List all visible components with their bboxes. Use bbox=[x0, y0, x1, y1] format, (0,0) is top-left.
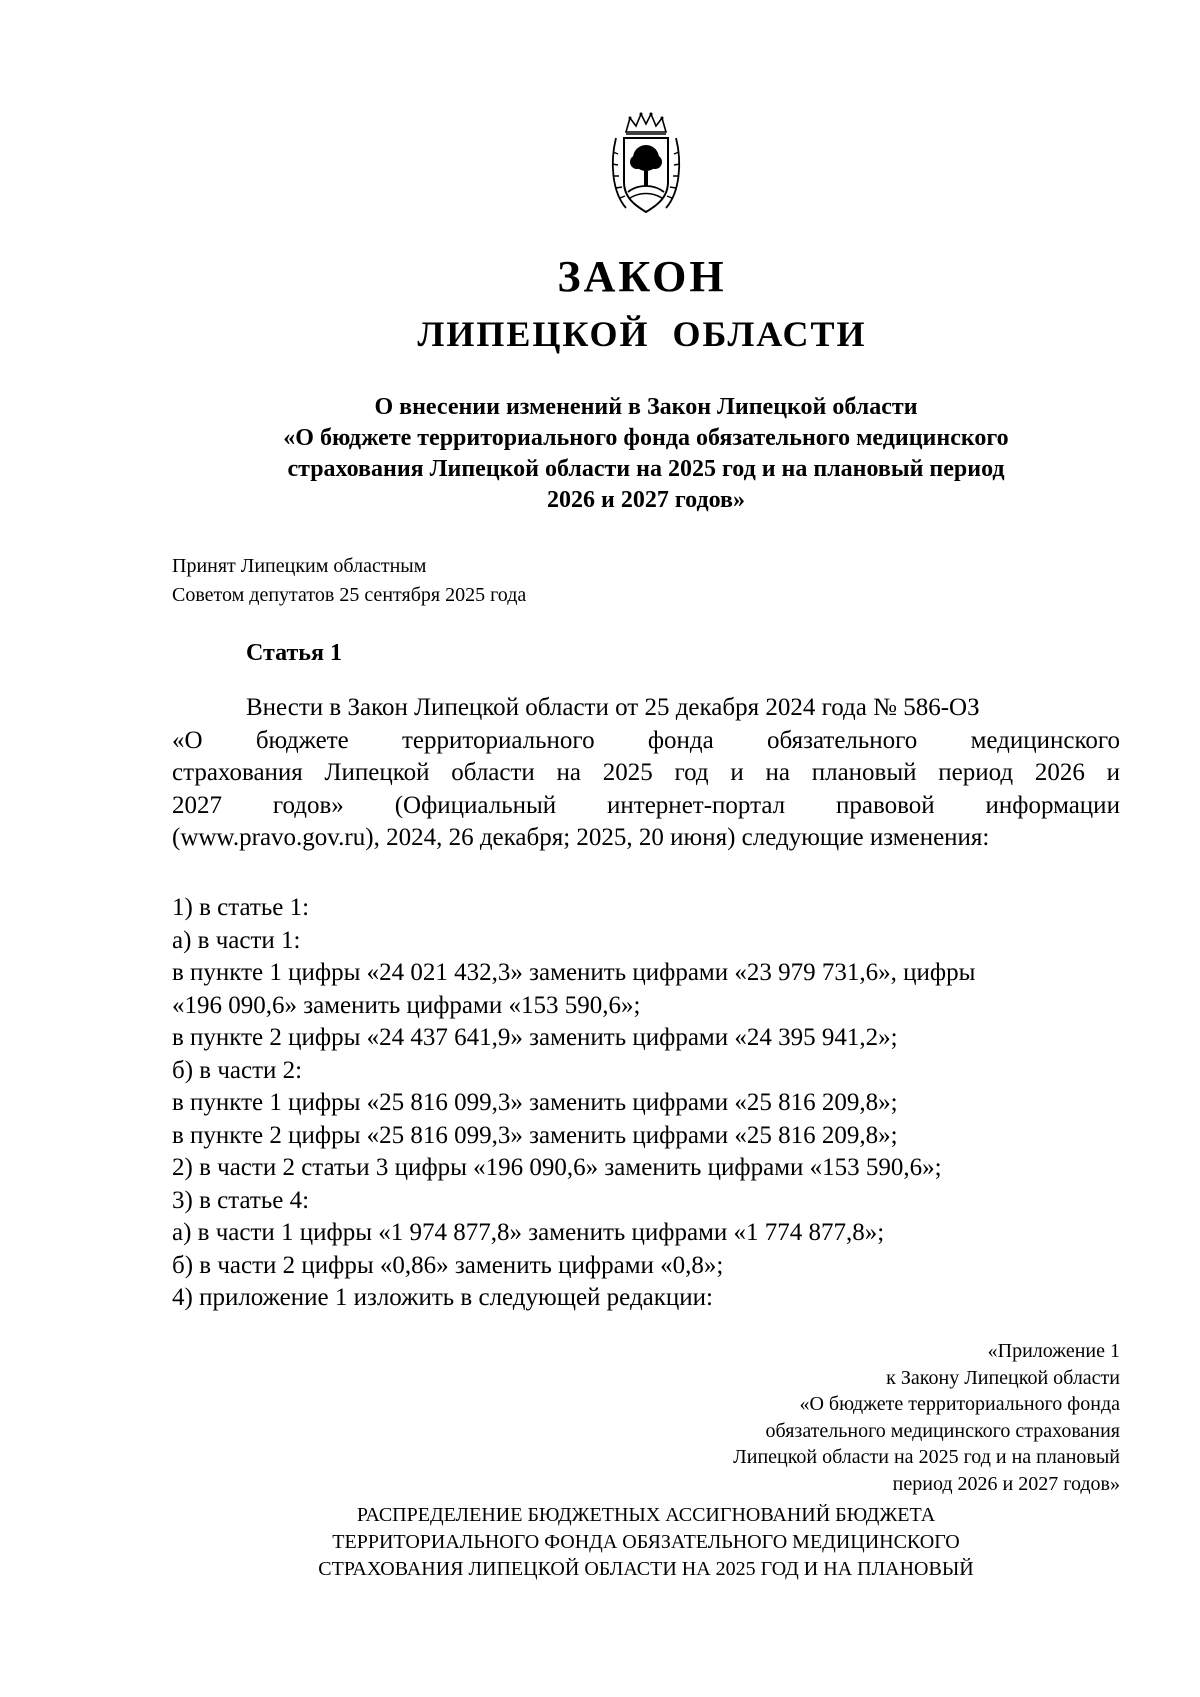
distribution-line: РАСПРЕДЕЛЕНИЕ БЮДЖЕТНЫХ АССИГНОВАНИЙ БЮДЖЕТА bbox=[356, 1504, 936, 1526]
appendix-line: к Закону Липецкой области bbox=[886, 1366, 1120, 1389]
appendix-line: обязательного медицинского страхования bbox=[765, 1419, 1120, 1442]
law-name-line: «О бюджете территориального фонда обязательного медицинского bbox=[283, 425, 1009, 451]
law-name-line: страхования Липецкой области на 2025 год и на плановый период bbox=[287, 456, 1005, 482]
amendment-item: а) в части 1: bbox=[172, 926, 301, 954]
paragraph-line: страхования Липецкой области на 2025 год и на плановый период 2026 и bbox=[172, 759, 1120, 786]
paragraph-line: Внести в Закон Липецкой области от 25 декабря 2024 года № 586-ОЗ bbox=[246, 694, 980, 721]
amendment-item: 1) в статье 1: bbox=[172, 894, 310, 921]
distribution-line: ТЕРРИТОРИАЛЬНОГО ФОНДА ОБЯЗАТЕЛЬНОГО МЕДИЦИНСКОГО bbox=[332, 1531, 960, 1553]
appendix-line: Липецкой области на 2025 год и на плановый bbox=[733, 1446, 1120, 1468]
amendment-item: б) в части 2 цифры «0,86» заменить цифрами «0,8»; bbox=[172, 1251, 724, 1279]
document-subtitle: ЛИПЕЦКОЙ ОБЛАСТИ bbox=[417, 314, 867, 354]
law-name bbox=[172, 392, 1120, 516]
distribution-title bbox=[172, 1502, 1120, 1583]
article-intro-paragraph bbox=[172, 692, 1120, 855]
amendment-item: 2) в части 2 статьи 3 цифры «196 090,6» заменить цифрами «153 590,6»; bbox=[172, 1154, 942, 1181]
paragraph-line: 2027 годов» (Официальный интернет-портал правовой информации bbox=[172, 791, 1120, 819]
adoption-line: Советом депутатов 25 сентября 2025 года bbox=[172, 584, 527, 606]
amendment-item: в пункте 2 цифры «25 816 099,3» заменить цифрами «25 816 209,8»; bbox=[172, 1121, 898, 1149]
amendment-item: в пункте 1 цифры «25 816 099,3» заменить цифрами «25 816 209,8»; bbox=[172, 1089, 898, 1116]
adoption-note bbox=[172, 552, 526, 610]
amendment-item: 3) в статье 4: bbox=[172, 1186, 310, 1214]
law-name-line: О внесении изменений в Закон Липецкой области bbox=[374, 394, 918, 420]
adoption-line: Принят Липецким областным bbox=[172, 555, 427, 577]
amendment-item: в пункте 2 цифры «24 437 641,9» заменить цифрами «24 395 941,2»; bbox=[172, 1024, 898, 1051]
lipetsk-coat-of-arms-icon bbox=[608, 112, 684, 216]
article-heading: Статья 1 bbox=[246, 640, 342, 666]
amendment-item: а) в части 1 цифры «1 974 877,8» заменить цифрами «1 774 877,8»; bbox=[172, 1219, 885, 1246]
amendments-list bbox=[172, 892, 1120, 1315]
amendment-item: 4) приложение 1 изложить в следующей редакции: bbox=[172, 1284, 713, 1311]
amendment-item: «196 090,6» заменить цифрами «153 590,6»; bbox=[172, 991, 641, 1019]
paragraph-line: (www.pravo.gov.ru), 2024, 26 декабря; 2025, 20 июня) следующие изменения: bbox=[172, 824, 990, 851]
appendix-line: «Приложение 1 bbox=[987, 1340, 1120, 1362]
amendment-item: в пункте 1 цифры «24 021 432,3» заменить цифрами «23 979 731,6», цифры bbox=[172, 959, 976, 986]
amendment-item: б) в части 2: bbox=[172, 1056, 303, 1084]
law-name-line: 2026 и 2027 годов» bbox=[547, 487, 745, 513]
document-title: ЗАКОН bbox=[557, 252, 727, 301]
distribution-line: СТРАХОВАНИЯ ЛИПЕЦКОЙ ОБЛАСТИ НА 2025 ГОД И НА ПЛАНОВЫЙ bbox=[318, 1558, 974, 1580]
appendix-heading bbox=[733, 1338, 1120, 1497]
appendix-line: период 2026 и 2027 годов» bbox=[892, 1472, 1120, 1495]
appendix-line: «О бюджете территориального фонда bbox=[799, 1393, 1120, 1415]
paragraph-line: «О бюджете территориального фонда обязательного медицинского bbox=[172, 726, 1120, 754]
